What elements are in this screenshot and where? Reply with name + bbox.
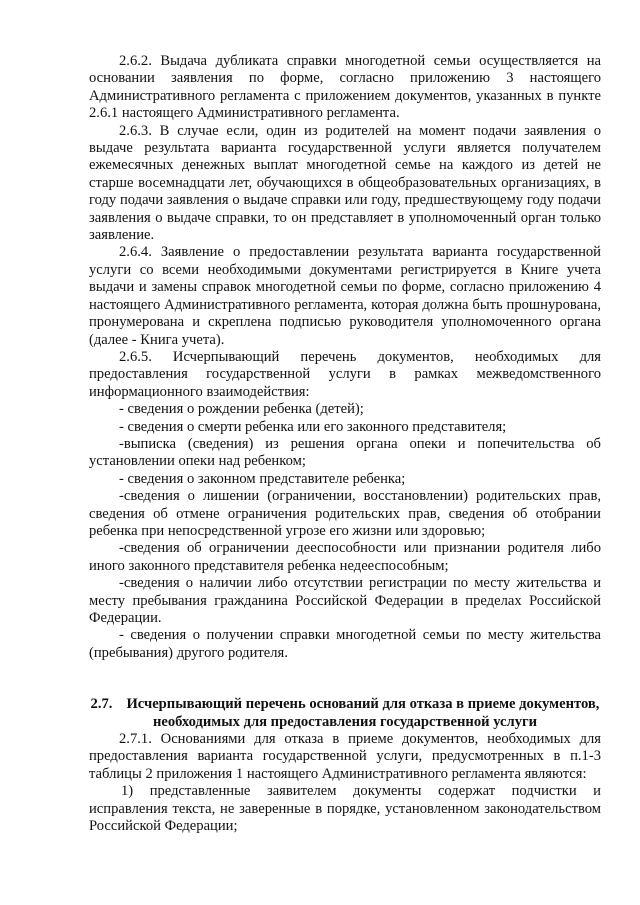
section-heading <box>89 696 601 731</box>
list-item-death: - сведения о смерти ребенка или его законного представителя; <box>119 418 507 435</box>
section-spacer <box>89 662 601 696</box>
paragraph-2-6-3: 2.6.3. В случае если, один из родителей на момент подачи заявления о выдаче результата варианта государственной услуги является получателем ежемесячных денежных выплат многодетной семье на каждого из детей не старше восемнадцати лет, обучающихся в общеобразовательных организациях, в году подачи заявления о выдаче справки или году, предшествующему году подачи заявления о выдаче справки, то он представляет в уполномоченный орган только заявление. <box>89 122 601 244</box>
list-item-legal-representative: - сведения о законном представителе ребенка; <box>119 470 406 487</box>
list-item-other-parent: - сведения о получении справки многодетной семьи по месту жительства (пребывания) другого родителя. <box>89 627 601 661</box>
paragraph-2-6-5: 2.6.5. Исчерпывающий перечень документов, необходимых для предоставления государственной услуги в рамках межведомственного информационного взаимодействия: <box>89 348 601 400</box>
paragraph-2-6-2: 2.6.2. Выдача дубликата справки многодетной семьи осуществляется на основании заявления по форме, согласно приложению 3 настоящего Административного регламента с приложением документов, указанных в пункте 2.6.1 настоящего Административного регламента. <box>89 53 601 122</box>
section-number: 2.7. <box>90 696 113 713</box>
list-item-parental-rights: -сведения о лишении (ограничении, восстановлении) родительских прав, сведения об отмене ограничения родительских прав, сведения об отобрании ребенка при непосредственной угрозе его жизни или здоровью; <box>89 488 601 539</box>
list-item-guardianship: -выписка (сведения) из решения органа опеки и попечительства об установлении опеки над ребенком; <box>89 435 601 470</box>
section-title: Исчерпывающий перечень оснований для отказа в приеме документов, необходимых для предоставления государственной услуги <box>126 696 600 730</box>
list-item-legal-capacity: -сведения об ограничении дееспособности или признании родителя либо иного законного представителя ребенка недееспособным; <box>89 540 601 574</box>
paragraph-2-6-4: 2.6.4. Заявление о предоставлении результата варианта государственной услуги со всеми необходимыми документами регистрируется в Книге учета выдачи и замены справок многодетной семьи по форме, согласно приложению 4 настоящего Административного регламента, которая должна быть прошнурована, пронумерована и скреплена подписью руководителя уполномоченного органа (далее - Книга учета). <box>89 244 601 348</box>
list-item-registration: -сведения о наличии либо отсутствии регистрации по месту жительства и месту пребывания гражданина Российской Федерации в пределах Российской Федерации. <box>89 575 601 626</box>
list-item-birth: - сведения о рождении ребенка (детей); <box>119 401 364 418</box>
paragraph-2-7-1: 2.7.1. Основаниями для отказа в приеме документов, необходимых для предоставления варианта государственной услуги, предусмотренных в п.1-3 таблицы 2 приложения 1 настоящего Административного регламента являются: <box>89 731 601 782</box>
document-body <box>89 53 601 835</box>
list-item-corrections: 1) представленные заявителем документы содержат подчистки и исправления текста, не заверенные в порядке, установленном законодательством Российской Федерации; <box>89 783 601 835</box>
